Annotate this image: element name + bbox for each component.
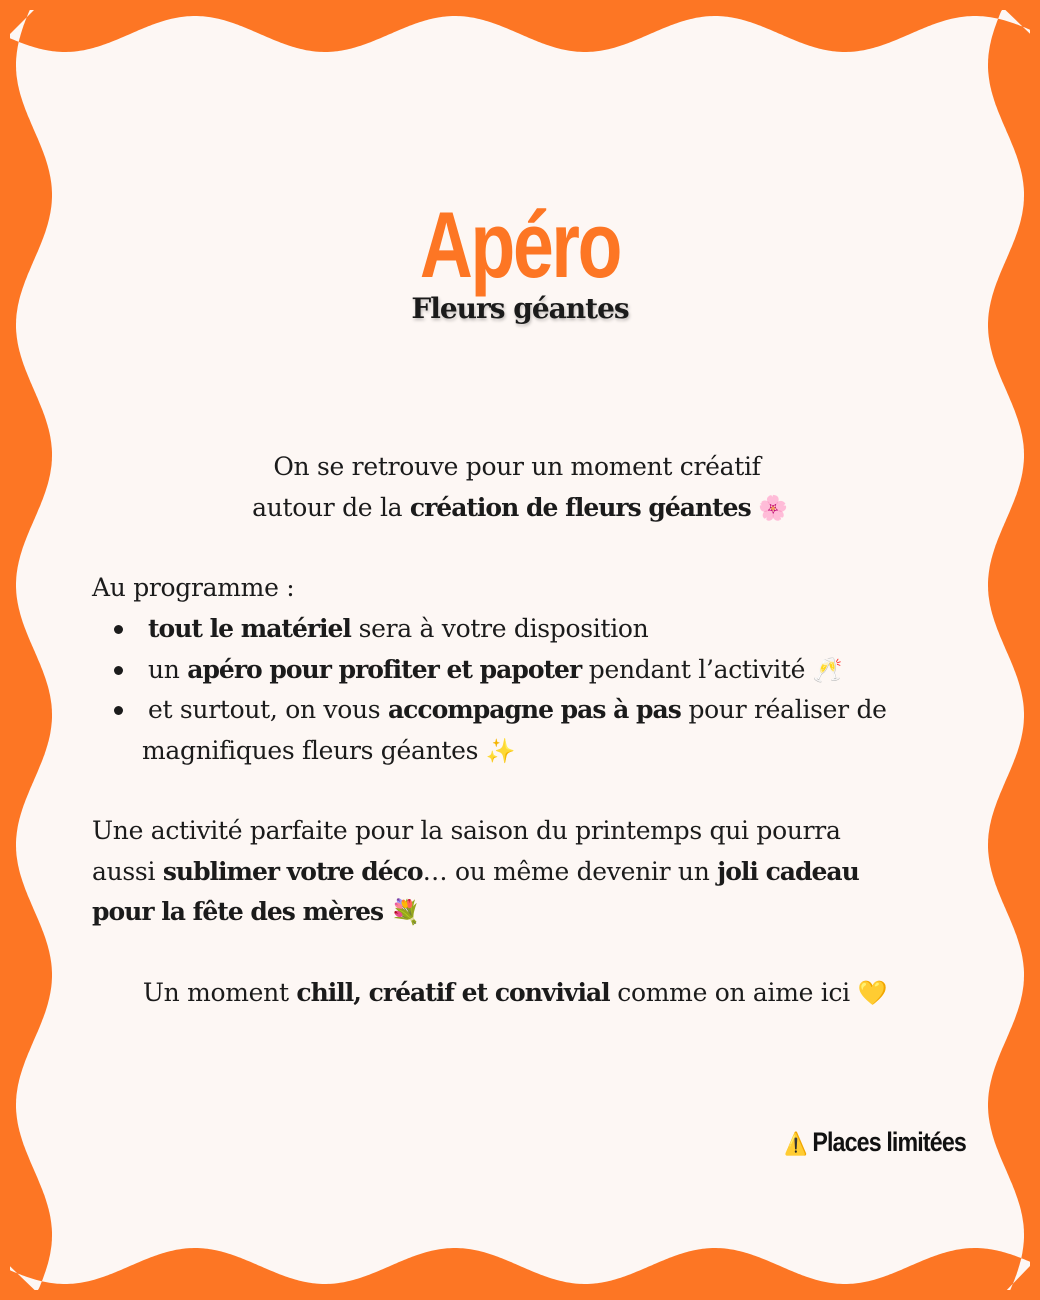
item-3-rest: pour réaliser de [680,695,887,724]
bullet-icon [114,706,123,715]
bouquet-icon: 💐 [390,898,421,926]
closing-bold: chill, créatif et convivial [296,978,610,1007]
item-2-rest: pendant l’activité [581,654,813,684]
item-3-continuation [142,731,932,772]
bullet-icon [114,666,123,675]
page-subtitle: Fleurs géantes [411,292,629,325]
limited-places-notice [784,1127,966,1158]
limited-places-label: Places limitées [812,1127,966,1157]
list-item [112,690,932,771]
item-3-bold: accompagne pas à pas [387,695,681,724]
intro-text [0,447,1040,528]
description-paragraph [92,811,952,933]
para-bold-3: pour la fête des mères [92,897,384,926]
intro-line-1: On se retrouve pour un moment créatif [273,452,761,481]
item-3-cont-text: magnifiques fleurs géantes [142,735,486,765]
clinking-glasses-icon: 🥂 [812,655,843,684]
sparkles-icon: ✨ [485,736,516,765]
intro-line-2-pre: autour de la [252,492,410,522]
list-item [112,650,932,691]
para-part-3: … ou même devenir un [422,856,718,886]
closing-line [0,973,1030,1014]
warning-icon: ⚠️ [784,1132,807,1157]
item-1-rest: sera à votre disposition [350,614,649,643]
cherry-blossom-icon: 🌸 [758,493,788,522]
para-bold-1: sublimer votre déco [162,856,423,886]
item-3-pre: et surtout, on vous [148,695,388,724]
item-2-pre: un [148,654,188,684]
para-part-2: aussi [92,856,163,886]
program-list [112,609,932,771]
closing-pre: Un moment [142,978,297,1007]
closing-rest: comme on aime ici [609,978,858,1007]
item-2-bold: apéro pour profiter et papoter [187,654,582,684]
program-heading: Au programme : [92,573,295,602]
page-title: Apéro [419,192,621,297]
para-bold-2: joli cadeau [717,856,859,886]
yellow-heart-icon: 💛 [857,979,888,1007]
intro-line-2-bold: création de fleurs géantes [409,492,751,522]
bullet-icon [114,625,123,634]
item-1-bold: tout le matériel [148,614,351,643]
para-line-1: Une activité parfaite pour la saison du printemps qui pourra [92,816,841,845]
list-item [112,609,932,650]
